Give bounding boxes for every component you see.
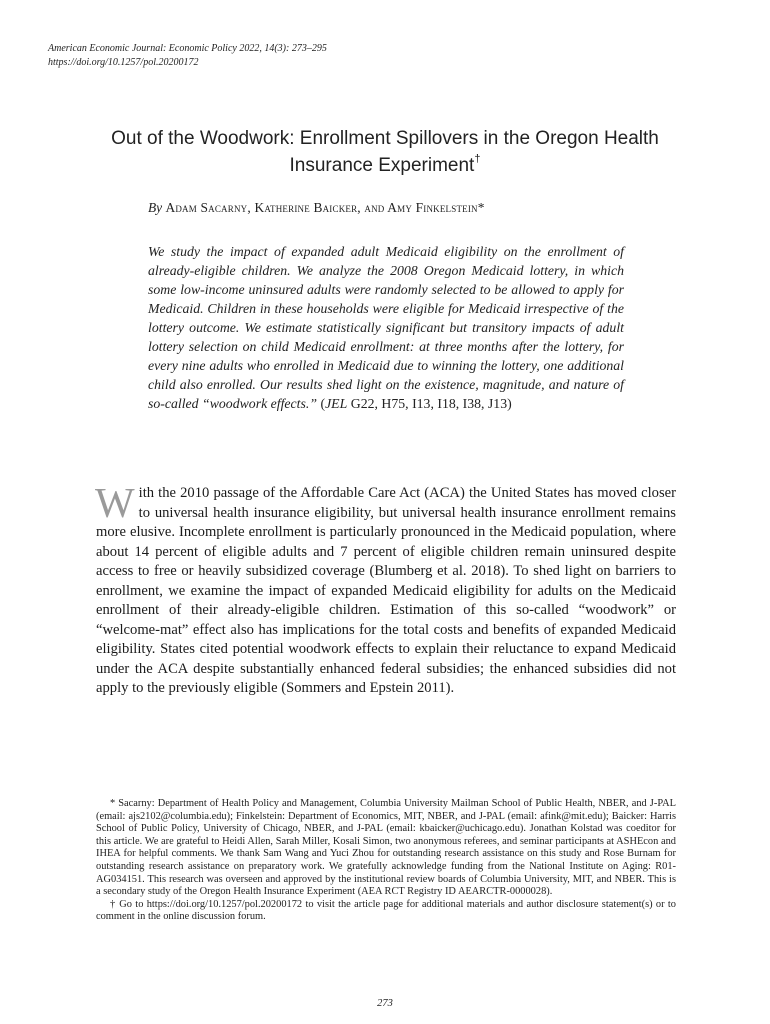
journal-citation: American Economic Journal: Economic Policy 2022, 14(3): 273–295	[48, 43, 327, 54]
page-number: 273	[377, 998, 393, 1009]
introduction-text: ith the 2010 passage of the Affordable Care Act (ACA) the United States has moved closer to universal health insurance eligibility, but universal health insurance enrollment remains more elusive. Incomplete enrollment is particularly pronounced in the Medicaid population, where about 14 percent of eligible adults and 7 percent of eligible children remain uninsured despite access to free or heavily subsidized coverage (Blumberg et al. 2018). To shed light on barriers to enrollment, we examine the impact of expanded Medicaid eligibility for adults on the Medicaid enrollment of their already-eligible children. Estimation of this so-called “woodwork” or “welcome-mat” effect also has implications for the total costs and benefits of expanded Medicaid eligibility. States cited potential woodwork effects to explain their reluctance to expand Medicaid under the ACA despite substantially enhanced federal subsidies; the enhanced subsidies did not apply to the previously eligible (Sommers and Epstein 2011).	[96, 485, 676, 696]
jel-open: (	[320, 396, 326, 411]
abstract	[148, 242, 624, 413]
introduction-paragraph	[95, 481, 676, 699]
article-title-text: Out of the Woodwork: Enrollment Spillovers in the Oregon Health Insurance Experiment	[111, 128, 659, 176]
abstract-text: We study the impact of expanded adult Medicaid eligibility on the enrollment of already-eligible children. We analyze the 2008 Oregon Medicaid lottery, in which some low-income uninsured adults were randomly selected to be allowed to apply for Medicaid. Children in these households were eligible for Medicaid irrespective of the lottery outcome. We estimate statistically significant but transitory impacts of adult lottery selection on child Medicaid enrollment: at three months after the lottery, for every nine adults who enrolled in Medicaid due to winning the lottery, one additional child also enrolled. Our results shed light on the existence, magnitude, and nature of so-called “woodwork effects.”	[148, 244, 624, 411]
footnote-affiliations: * Sacarny: Department of Health Policy and Management, Columbia University Mailman School of Public Health, NBER, and J-PAL (email: ajs2102@columbia.edu); Finkelstein: Department of Economics, MIT, NBER, and J-PAL (email: afink@mit.edu); Baicker: Harris School of Public Policy, University of Chicago, NBER, and J-PAL (email: kbaicker@uchicago.edu). Jonathan Kolstad was coeditor for this article. We are grateful to Heidi Allen, Sarah Miller, Kosali Simon, two anonymous referees, and seminar participants at ASHEcon and IHEA for helpful comments. We thank Sam Wang and Yuci Zhou for outstanding research assistance on this study and Rose Burnam for outstanding research assistance on preparatory work. We gratefully acknowledge funding from the National Institute on Aging: R01-AG034151. This research was overseen and approved by the institutional review boards of Columbia University, MIT, and NBER. This is a secondary study of the Oregon Health Insurance Experiment (AEA RCT Registry ID AEARCTR-0000028).	[96, 798, 676, 898]
article-title	[80, 125, 690, 179]
jel-label: JEL	[325, 396, 348, 411]
doi-link[interactable]: https://doi.org/10.1257/pol.20200172	[48, 57, 199, 68]
journal-header	[48, 42, 327, 70]
jel-codes: G22, H75, I13, I18, I38, J13)	[347, 396, 512, 411]
author-names: Adam Sacarny, Katherine Baicker, and Amy Finkelstein*	[165, 200, 485, 215]
title-dagger-mark[interactable]: †	[474, 153, 481, 165]
drop-cap: W	[95, 481, 135, 527]
byline-prefix: By	[148, 200, 163, 215]
author-byline	[148, 200, 628, 216]
footnotes	[96, 798, 676, 924]
footnote-article-page: † Go to https://doi.org/10.1257/pol.20200172 to visit the article page for additional materials and author disclosure statement(s) or to comment in the online discussion forum.	[96, 898, 676, 923]
